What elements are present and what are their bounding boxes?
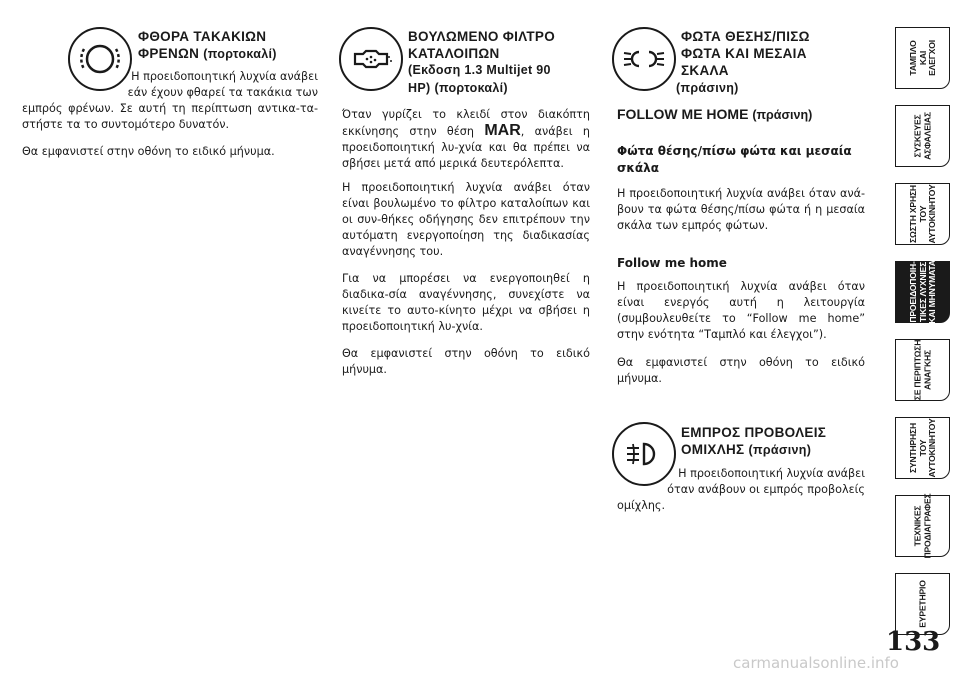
- key-position-mar: MAR: [484, 122, 521, 139]
- tab-label: ΕΥΡΕΤΗΡΙΟ: [916, 580, 927, 628]
- title-line: HP): [408, 81, 431, 95]
- color-label: (πορτοκαλί): [203, 47, 277, 61]
- tab-label: ΤΑΜΠΛΟ ΚΑΙ ΕΛΕΓΧΟΙ: [907, 40, 937, 76]
- particulate-filter-p1: [342, 107, 590, 172]
- tab-label: ΠΡΟΕΙΔΟΠΟΙΗ- ΤΙΚΕΣ ΛΥΧΝΙΕΣ ΚΑΙ ΜΗΝΥΜΑΤΑ: [907, 260, 937, 324]
- tab-label: ΣΩΣΤΗ ΧΡΗΣΗ ΤΟΥ ΑΥΤΟΚΙΝΗΤΟΥ: [907, 184, 937, 244]
- tab-label: ΣΕ ΠΕΡΙΠΤΩΣΗ ΑΝΑΓΚΗΣ: [912, 339, 932, 401]
- title-line: ΦΩΤΑ ΘΕΣΗΣ/ΠΙΣΩ: [681, 29, 810, 44]
- brake-pads-title: [138, 28, 277, 63]
- text-line: εάν έχουν φθαρεί τα τακάκια των: [127, 86, 318, 99]
- text-span: Όταν γυρίζει το κλειδί στον διακόπτη εκκίνησης στην θέση: [342, 108, 590, 138]
- title-line: (Εκδοση 1.3 Multijet 90: [408, 63, 551, 77]
- position-lights-icon: [612, 27, 676, 91]
- tab-emergency[interactable]: [895, 339, 950, 401]
- position-lights-message: Θα εμφανιστεί στην οθόνη το ειδικό μήνυμα.: [617, 356, 865, 385]
- particulate-filter-p2: Η προειδοποιητική λυχνία ανάβει όταν είναι βουλωμένο το φίλτρο καταλοίπων και οι συν-θήκες οδήγησης δεν επιτρέπουν την αυτόματη ενεργοποίηση της διαδικασίας αναγέννησης του.: [342, 181, 590, 258]
- tab-index[interactable]: [895, 573, 950, 635]
- follow-me-home-title: [617, 106, 812, 124]
- watermark: carmanualsonline.info: [733, 654, 899, 672]
- brake-pads-body: εμπρός φρένων. Σε αυτή τη περίπτωση αντικα-ταστήστε τα το συντομότερο δυνατόν.: [22, 102, 318, 131]
- particulate-filter-message: Θα εμφανιστεί στην οθόνη το ειδικό μήνυμα.: [342, 347, 590, 376]
- color-label: (πορτοκαλί): [434, 81, 508, 95]
- fog-lights-title: [681, 424, 826, 459]
- text-line: Η προειδοποιητική λυχνία ανάβει: [131, 70, 318, 83]
- color-label: (πράσινη): [676, 81, 739, 95]
- title-line: ΒΟΥΛΩΜΕΝΟ ΦΙΛΤΡΟ: [408, 29, 555, 44]
- brake-pads-text-lines: [80, 69, 318, 101]
- position-lights-p1: Η προειδοποιητική λυχνία ανάβει όταν ανά-βουν τα φώτα θέσης/πίσω φώτα ή η μεσαία σκάλα των εμπρός φώτων.: [617, 187, 865, 232]
- title-line: ΦΩΤΑ ΚΑΙ ΜΕΣΑΙΑ: [681, 46, 807, 61]
- particulate-filter-title: [408, 28, 555, 97]
- title-line: ΣΚΑΛΑ: [681, 63, 729, 78]
- title-line: ΚΑΤΑΛΟΙΠΩΝ: [408, 46, 500, 61]
- tab-safety-devices[interactable]: [895, 105, 950, 167]
- particulate-filter-p3: Για να μπορέσει να ενεργοποιηθεί η διαδικα-σία αναγέννησης, συνεχίστε να κινείτε το αυτο-κίνητο μέχρι να σβήσει η προειδοποιητική λυ-χνία.: [342, 272, 590, 333]
- tab-maintenance[interactable]: [895, 417, 950, 479]
- tab-label: ΤΕΧΝΙΚΕΣ ΠΡΟΔΙΑΓΡΑΦΕΣ: [912, 493, 932, 559]
- particulate-filter-icon: [339, 27, 403, 91]
- tab-dashboard-controls[interactable]: [895, 27, 950, 89]
- title-line: ΕΜΠΡΟΣ ΠΡΟΒΟΛΕΙΣ: [681, 425, 827, 440]
- tab-label: ΣΥΣΚΕΥΕΣ ΑΣΦΑΛΕΙΑΣ: [912, 112, 932, 160]
- color-label: (πράσινη): [748, 443, 812, 457]
- position-lights-subheading: Φώτα θέσης/πίσω φώτα και μεσαία σκάλα: [617, 144, 852, 175]
- tab-technical-specs[interactable]: [895, 495, 950, 557]
- text-span: , ανάβει η προειδοποιητική λυ-χνία και θα πρέπει να σβήσει μετά από μερικά δευτερόλεπτα.: [342, 125, 590, 170]
- title-line: ΦΡΕΝΩΝ: [138, 46, 200, 61]
- text-line: όταν ανάβουν οι εμπρός προβολείς: [667, 483, 865, 496]
- title-line: ΟΜΙΧΛΗΣ: [681, 442, 745, 457]
- brake-pads-message: Θα εμφανιστεί στην οθόνη το ειδικό μήνυμα.: [22, 145, 275, 158]
- tab-correct-use[interactable]: [895, 183, 950, 245]
- chapter-tabs: [869, 0, 960, 677]
- tab-warning-lights-messages[interactable]: [895, 261, 950, 323]
- color-label: (πράσινη): [752, 108, 813, 122]
- text-line: Η προειδοποιητική λυχνία ανάβει: [678, 467, 865, 480]
- page-number: 133: [886, 627, 941, 657]
- position-lights-title: [681, 28, 810, 79]
- title-line: ΦΘΟΡΑ ΤΑΚΑΚΙΩΝ: [138, 29, 267, 44]
- fog-lights-text-end: ομίχλης.: [617, 499, 666, 512]
- title-text: FOLLOW ME HOME: [617, 106, 749, 122]
- tab-label: ΣΥΝΤΗΡΗΣΗ ΤΟΥ ΑΥΤΟΚΙΝΗΤΟΥ: [907, 418, 937, 478]
- fog-lights-text: [617, 466, 865, 498]
- position-lights-color: [676, 79, 739, 97]
- follow-me-home-subheading: Follow me home: [617, 256, 727, 270]
- follow-me-home-p: Η προειδοποιητική λυχνία ανάβει όταν είναι ενεργός αυτή η λειτουργία (συμβουλευθείτε το “Follow me home” στην ενότητα “Ταμπλό και έλεγχοι”).: [617, 280, 865, 341]
